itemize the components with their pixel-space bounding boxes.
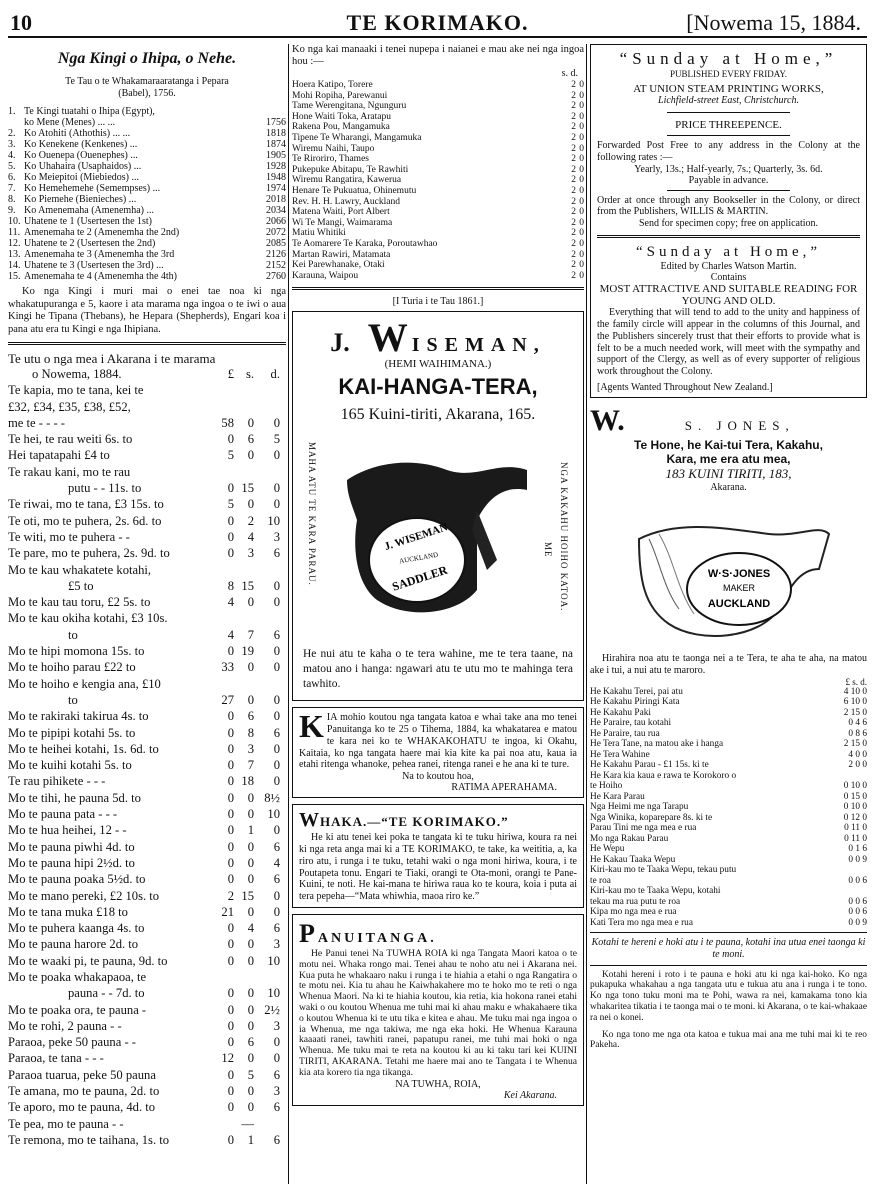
- price-row: Te kapia, mo te tana, kei te: [8, 383, 144, 398]
- kings-title: Nga Kingi o Ihipa, o Nehe.: [57, 50, 237, 67]
- king-row: 9. Ko Amenemaha (Amenemha) ... 2034: [8, 205, 286, 216]
- king-row: 14. Uhatene te 3 (Usertesen the 3rd) ... 2152: [8, 260, 286, 271]
- subscriber-row: Wiremu Naihi, Taupo 2 0: [292, 143, 584, 154]
- price-row: Te remona, mo te taihana, 1s. to 0 1 6: [8, 1132, 280, 1147]
- jones-price-row: He Kakahu Terei, pai atu 4 10 0: [590, 686, 867, 697]
- king-row: 7. Ko Hemehemehe (Semempses) ... 1974: [8, 183, 286, 194]
- price-row: Mo te mano pereki, £2 10s. to 2 15 0: [8, 888, 280, 903]
- jones-price-table: [590, 687, 867, 929]
- price-row: Mo te tihi, he pauna 5d. to 0 0 8½: [8, 790, 280, 805]
- page-header: [8, 6, 867, 38]
- jones-price-row: Parau Tini me nga mea e rua 0 11 0: [590, 823, 867, 834]
- wiseman-trade: KAI-HANGA-TERA,: [338, 374, 538, 400]
- wiseman-stamp-city: AUCKLAND: [398, 550, 439, 566]
- jones-stamp-name: W·S·JONES: [707, 567, 770, 580]
- panui-notice: PANUITANGA. He Panui tenei Na TUWHA ROIA ki nga Tangata Maori katoa o te motu nei. Whaka rongo mai. Tenei ahau te noho atu nei i Akarana nei. Kua puta he whakaaro naku i runga i te hiahia a etahi o nga Rangatira o te motu nei. Kia tu ahau he Kaiwhakahere mo te hoko mo te reti o nga Whenua Maori. Na ki te hiahia koutou, kia retia, kia hokona ranei etahi waki o ou koutou Whenua me tuhi mai ki ahau maku e whakahaere tika o koutou Whenua ki te utu tika e kitea e ahau. Me tuku mai nga ingoa o ia Whenua, me nga takiwa, me nga eka hoki. He Whenua Karauna kaaaati ranei, tawhiti ranei, papatupu ranei, me tuhi mai hoki o nga Whenua. Me tuku mai te reta na koutou ki au ki taku tari kei KUINI TIRITI, AKARANA. Tetahi me haere mai ano te Tangata i te Whenua kia ata korero tia nga tikanga. NA TUWHA, ROIA, Kei Akarana.: [292, 914, 584, 1106]
- subscriber-row: Matiu Whitiki 2 0: [292, 228, 584, 239]
- jones-price-row: te Hoiho 0 10 0: [590, 781, 867, 792]
- price-row: Mo te pauna poaka 5½d. to 0 0 6: [8, 872, 280, 887]
- whaka-notice: WHAKA.—“TE KORIMAKO.” He ki atu tenei kei poka te tangata ki te tuku hiriwa, koura ra nei ki nga reta anga mai ki a TE KORIMAKO, te take, ka weititia, a, ka riro atu, i runga i te tuku, tetahi waki o nga moni hiriwa, koura, i te Poutapeta tonu. Engari te Tiaki, orangi te Ota-moni, orangi te Pane-Kuini, te noti. He kai-mana te hiriwa raua ko te koura, koia i puta ai tera pepeha—“Mata whiwhia, maoa riro ke.”: [292, 804, 584, 908]
- price-row: Mo te hoiho e kengia ana, £10: [8, 676, 161, 691]
- subscriber-row: Hone Waiti Toka, Aratapu 2 0: [292, 111, 584, 122]
- subscriber-row: Tame Werengitana, Ngunguru 2 0: [292, 101, 584, 112]
- price-row: Mo te hua heihei, 12 - - 0 1 0: [8, 823, 280, 838]
- jones-price-row: Kiri-kau mo te Taaka Wepu, tekau putu: [590, 865, 737, 876]
- price-row: Mo te tana muka £18 to 21 0 0: [8, 904, 280, 919]
- price-row: Paraoa, te tana - - - 12 0 0: [8, 1051, 280, 1066]
- king-row: 11. Amenemaha te 2 (Amenemha the 2nd) 2072: [8, 227, 286, 238]
- price-row: Te amana, mo te pauna, 2d. to 0 0 3: [8, 1084, 280, 1099]
- price-row: Mo te kuihi kotahi 5s. to 0 7 0: [8, 758, 280, 773]
- king-row: 10. Uhatene te 1 (Usertesen the 1st) 2066: [8, 216, 286, 227]
- subscriber-row: Wi Te Mangi, Waimarama 2 0: [292, 217, 584, 228]
- subscriber-row: Pukepuke Abitapu, Te Rawhiti 2 0: [292, 164, 584, 175]
- king-row: 15. Amenemaha te 4 (Amenemha the 4th) 2760: [8, 271, 286, 282]
- masthead-title: TE KORIMAKO.: [346, 10, 529, 35]
- price-row: Te aporo, mo te pauna, 4d. to 0 0 6: [8, 1100, 280, 1115]
- price-row: me te - - - - 58 0 0: [8, 415, 280, 430]
- price-row: Te riwai, mo te tana, £3 15s. to 5 0 0: [8, 497, 280, 512]
- subscriber-row: Matena Waiti, Port Albert 2 0: [292, 207, 584, 218]
- column-middle: [292, 44, 584, 1184]
- price-row: Mo te hoiho parau £22 to 33 0 0: [8, 660, 280, 675]
- king-row: 13. Amenemaha te 3 (Amenemha the 3rd 2126: [8, 249, 286, 260]
- price-row: £32, £34, £35, £38, £52,: [8, 399, 131, 414]
- issue-date: [Nowema 15, 1884.: [686, 10, 861, 35]
- price-row: Mo te poaka whakapaoa, te: [8, 969, 147, 984]
- wiseman-address: 165 Kuini-tiriti, Akarana, 165.: [340, 406, 536, 424]
- subscriber-row: Karauna, Waipou 2 0: [292, 270, 584, 281]
- kings-table: [8, 106, 286, 282]
- king-row: 4. Ko Ouenepa (Ouenephes) ... 1905: [8, 150, 286, 161]
- king-row: 3. Ko Kenekene (Kenkenes) ... 1874: [8, 139, 286, 150]
- jones-stamp-maker: MAKER: [722, 582, 755, 593]
- jones-advert: W. S. JONES, Te Hone, he Kai-tui Tera, Kakahu, Kara, me era atu mea, 183 KUINI TIRITI, 183, Akarana. W·S·JONES MAKER AUCKLAND Hirahira noa atu te taonga nei a te Tera, te aha te aha, na matou ake i tui, a nui atu te maroro. £ s. d. He Kakahu Terei, pai atu 4 10 0 He Kakahu Piringi Kata 6 10 0 He Kakahu Paki 2 15 0 He Paraire, tau kotahi 0 4 6 He Paraire, tau rua 0 8 6 He Tera Tane, na matou ake i hanga 2 15 0 He Tera Wahine 4 0 0 He Kakahu Parau - £1 15s. ki te 2 0 0 He Kara kia kaua e rawa te Korokoro o te Hoiho 0 10 0 He Kara Parau 0 15 0 Nga Heimi me nga Tarapu 0 10 0 Nga Winika, koparepare 8s. ki te 0 12 0 Parau Tini me nga mea e rua 0 11 0 Mo nga Rakau Parau 0 11 0 He Wepu 0 1 6 He Kakau Taaka Wepu 0 0 9 Kiri-kau mo te Taaka Wepu, tekau putu te roa 0 0 6 Kiri-kau mo te Taaka Wepu, kotahi tekau ma rua putu te roa 0 0 6 Kipa mo nga mea e rua 0 0 6 Kati Tera mo nga mea e rua 0 0 9 Kotahi te hereni e hoki atu i te pauna, kotahi ina utua enei taonga ki te moni. Kotahi hereni i roto i te pauna e hoki atu ki nga kai-hoko. Ko nga pukapuka whakahau a nga tangata utu e tukua atu ana i runga i te tono. Ko nga tono tuku moni ma te Pohi, wawa ra nei, kamakama tono kia whakaritea tikatia i te taonga mai o te moni. ki Akarana, o te kai-whakaae ra nei o konei. Ko nga tono me nga ota katoa e tukua mai ana me tuhi mai ki te reo Pakeha.: [590, 403, 867, 1051]
- price-row: Mo te pipipi kotahi 5s. to 0 8 6: [8, 725, 280, 740]
- subscriber-row: Te Riroriro, Thames 2 0: [292, 154, 584, 165]
- price-row: Mo te pauna harore 2d. to 0 0 3: [8, 937, 280, 952]
- king-row: 5. Ko Uhahaira (Usaphaidos) ... 1928: [8, 161, 286, 172]
- price-row: Mo te rakiraki takirua 4s. to 0 6 0: [8, 709, 280, 724]
- wiseman-name: J. W ISEMAN,: [330, 315, 546, 361]
- subscriber-row: Hoera Katipo, Torere 2 0: [292, 80, 584, 90]
- subs-unit: s. d.: [561, 68, 578, 79]
- price-row: Te pare, mo te puhera, 2s. 9d. to 0 3 6: [8, 546, 280, 561]
- price-row: to 27 0 0: [68, 692, 280, 707]
- price-row: Mo te poaka ora, te pauna - 0 0 2½: [8, 1002, 280, 1017]
- prices-intro: Te utu o nga mea i Akarana i te marama: [8, 351, 216, 366]
- king-row: 2. Ko Atohiti (Athothis) ... ... 1818: [8, 128, 286, 139]
- wiseman-left-vertical: MAHA ATU TE KARA PARAU.: [307, 442, 317, 587]
- wiseman-maori-name: (HEMI WAIHIMANA.): [384, 358, 492, 371]
- prices-units-row: o Nowema, 1884. £ s. d.: [32, 367, 280, 381]
- jones-price-row: He Tera Tane, na matou ake i hanga 2 15 0: [590, 739, 867, 750]
- divider: [292, 287, 584, 290]
- price-row: Mo te pauna hipi 2½d. to 0 0 4: [8, 855, 280, 870]
- jones-price-row: He Wepu 0 1 6: [590, 844, 867, 855]
- jones-price-row: Kiri-kau mo te Taaka Wepu, kotahi: [590, 886, 721, 897]
- jones-price-row: Nga Heimi me nga Tarapu 0 10 0: [590, 802, 867, 813]
- price-row: Paraoa tuarua, peke 50 pauna 0 5 6: [8, 1067, 280, 1082]
- saddle-illustration-icon: [337, 440, 537, 630]
- price-row: Te pea, mo te pauna - - —: [8, 1116, 254, 1131]
- subscriber-row: Wiremu Rangatira, Kawerua 2 0: [292, 175, 584, 186]
- wiseman-blurb: He nui atu te kaha o te tera wahine, me te tera taane, na matou ano i hanga: ngawari atu te utu mo te mahinga tera tawhito.: [303, 648, 573, 691]
- king-row: 12. Uhatene te 2 (Usertesen the 2nd) 2085: [8, 238, 286, 249]
- column-divider-1: [288, 44, 289, 1184]
- divider: [8, 342, 286, 345]
- price-row: Te hei, te rau weiti 6s. to 0 6 5: [8, 432, 280, 447]
- king-row: ko Mene (Menes) ... ... 1756: [24, 117, 286, 128]
- price-row: Mo te pauna pata - - - 0 0 10: [8, 807, 280, 822]
- price-row: Mo te kau tau toru, £2 5s. to 4 0 0: [8, 595, 280, 610]
- jones-price-row: Nga Winika, koparepare 8s. ki te 0 12 0: [590, 812, 867, 823]
- price-row: pauna - - 7d. to 0 0 10: [68, 986, 280, 1001]
- jones-price-row: He Paraire, tau rua 0 8 6: [590, 728, 867, 739]
- column-divider-2: [586, 44, 587, 1184]
- price-row: putu - - 11s. to 0 15 0: [68, 481, 280, 496]
- price-row: £5 to 8 15 0: [68, 578, 280, 593]
- price-row: Mo te waaki pi, te pauna, 9d. to 0 0 10: [8, 953, 280, 968]
- subscriber-row: Tipene Te Wharangi, Mangamuka 2 0: [292, 132, 584, 143]
- price-row: Te oti, mo te puhera, 2s. 6d. to 0 2 10: [8, 513, 280, 528]
- king-row: 8. Ko Piemehe (Bienieches) ... 2018: [8, 194, 286, 205]
- kings-paragraph: Ko nga Kingi i muri mai o enei tae noa ki nga whakatupuranga e 5, kaore i ata marama nga ingoa o te iwi o aua Kingi he Tipana (Thebans), he Hepara (Shepherds), Engari koa i pana atu era tu Kingi e nga Ihipiana.: [8, 286, 286, 335]
- subscriber-row: Kei Parewhanake, Otaki 2 0: [292, 260, 584, 271]
- price-row: Mo te rohi, 2 pauna - - 0 0 3: [8, 1018, 280, 1033]
- subscriber-row: Rakena Pou, Mangamuka 2 0: [292, 122, 584, 133]
- price-row: to 4 7 6: [68, 627, 280, 642]
- subscriber-row: Henare Te Pukuatua, Ohinemutu 2 0: [292, 185, 584, 196]
- jones-price-row: te roa 0 0 6: [590, 875, 867, 886]
- subscriber-row: Martan Rawiri, Matamata 2 0: [292, 249, 584, 260]
- jones-stamp-city: AUCKLAND: [707, 597, 770, 610]
- kia-notice: KIA mohio koutou nga tangata katoa e whai take ana mo tenei Panuitanga ko te 25 o Tihema, 1884, ka whakatarea e matou te kara nei ko te WHAKAKOHATU te ingoa, ki Okahu, Kaitaia, ko nga tangata haere mai kia kite ka pai noa atu, kaua ia etahi ritenga whanoke, pehea ranei, ritenga ranei e he ana ki te ture. Na to koutou hoa, RATIMA APERAHAMA.: [292, 707, 584, 798]
- subscriber-row: Rev. H. H. Lawry, Auckland 2 0: [292, 196, 584, 207]
- wiseman-advert: [292, 311, 584, 701]
- wiseman-stamp-trade: SADDLER: [390, 562, 450, 594]
- jones-price-row: He Kakahu Piringi Kata 6 10 0: [590, 697, 867, 708]
- subscriber-row: Mohi Ropiha, Parewanui 2 0: [292, 90, 584, 101]
- subscribers-table: [292, 80, 584, 281]
- saddle-illustration-icon: [619, 499, 839, 649]
- jones-price-row: Mo nga Rakau Parau 0 11 0: [590, 833, 867, 844]
- price-row: Mo te hipi momona 15s. to 0 19 0: [8, 644, 280, 659]
- prices-table: [8, 366, 286, 1148]
- jones-price-row: He Kara Parau 0 15 0: [590, 791, 867, 802]
- jones-price-row: He Kakahu Parau - £1 15s. ki te 2 0 0: [590, 760, 867, 771]
- jones-price-row: tekau ma rua putu te roa 0 0 6: [590, 896, 867, 907]
- king-row: 6. Ko Meiepitoi (Miebiedos) ... 1948: [8, 172, 286, 183]
- kings-subtitle: Te Tau o te Whakamaraaratanga i Pepara (Babel), 1756.: [65, 76, 229, 99]
- sunday-advert-1: “Sunday at Home,” PUBLISHED EVERY FRIDAY. AT UNION STEAM PRINTING WORKS, Lichfield-street East, Christchurch. PRICE THREEPENCE. Forwarded Post Free to any address in the Colony at the following rates :— Yearly, 13s.; Half-yearly, 7s.; Quarterly, 3s. 6d. Payable in advance. Order at once through any Bookseller in the Colony, or direct from the Publishers, WILLIS & MARTIN. Send for specimen copy; free on application. “Sunday at Home,” Edited by Charles Watson Martin. Contains MOST ATTRACTIVE AND SUITABLE READING FOR YOUNG AND OLD. Everything that will tend to add to the unity and happiness of the family circle will appear in the columns of this Journal, and the Publishers sincerely trust that their efforts to provide what is felt to be a much needed work, will meet with the sympathy and support of the Clergy, as well as of every supporter of religious work throughout the Colony. [Agents Wanted Throughout New Zealand.]: [590, 44, 867, 398]
- jones-price-row: Kati Tera mo nga mea e rua 0 0 9: [590, 917, 867, 928]
- column-right: [590, 44, 867, 1184]
- wiseman-stamp-name: J. WISEMAN: [382, 521, 450, 554]
- jones-price-row: He Tera Wahine 4 0 0: [590, 749, 867, 760]
- price-row: Mo te puhera kaanga 4s. to 0 4 6: [8, 921, 280, 936]
- jones-price-row: He Kakau Taaka Wepu 0 0 9: [590, 854, 867, 865]
- price-row: Mo te heihei kotahi, 1s. 6d. to 0 3 0: [8, 741, 280, 756]
- page-number: 10: [10, 10, 32, 35]
- price-row: Te rakau kani, mo te rau: [8, 464, 131, 479]
- price-row: Paraoa, peke 50 pauna - - 0 6 0: [8, 1035, 280, 1050]
- price-row: Te rau pihikete - - - 0 18 0: [8, 774, 280, 789]
- price-row: Mo te pauna piwhi 4d. to 0 0 6: [8, 839, 280, 854]
- wiseman-right-vertical: NGA KAKAHU HOIHO KATOA.: [559, 462, 569, 612]
- column-left: [8, 44, 286, 1184]
- jones-price-row: He Kakahu Paki 2 15 0: [590, 707, 867, 718]
- wiseman-established: [I Turia i te Tau 1861.]: [392, 296, 484, 308]
- price-row: Mo te kau whakatete kotahi,: [8, 562, 152, 577]
- jones-price-row: He Kara kia kaua e rawa te Korokoro o: [590, 770, 737, 781]
- subs-intro: Ko nga kai manaaki i tenei nupepa i naianei e mau ake nei nga ingoa hou :—: [292, 44, 584, 67]
- subscriber-row: Te Aomarere Te Karaka, Poroutawhao 2 0: [292, 238, 584, 249]
- price-row: Te witi, mo te puhera - - 0 4 3: [8, 529, 280, 544]
- price-row: Mo te kau okiha kotahi, £3 10s.: [8, 611, 168, 626]
- king-row: 1. Te Kingi tuatahi o Ihipa (Egypt),: [8, 106, 155, 117]
- price-row: Hei tapatapahi £4 to 5 0 0: [8, 448, 280, 463]
- jones-price-row: He Paraire, tau kotahi 0 4 6: [590, 718, 867, 729]
- wiseman-me-vertical: ME: [543, 542, 553, 558]
- jones-price-row: Kipa mo nga mea e rua 0 0 6: [590, 907, 867, 918]
